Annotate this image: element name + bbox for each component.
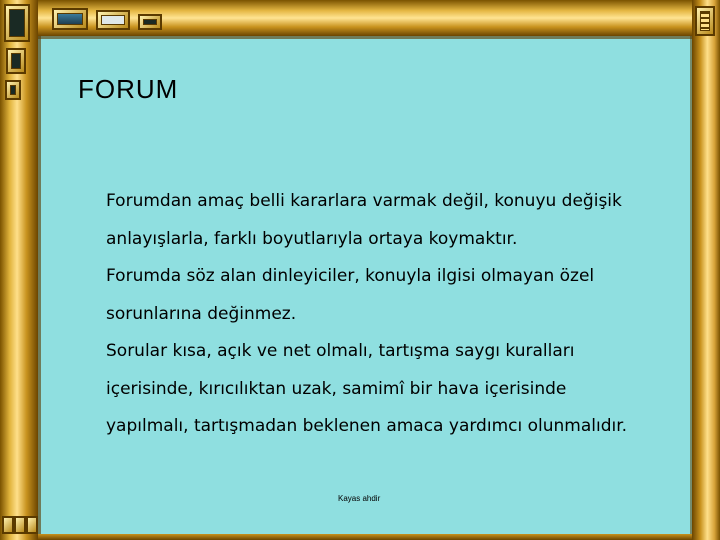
frame-tile-icon	[2, 516, 14, 534]
screen-tile-icon	[96, 10, 130, 30]
body-line: içerisinde, kırıcılıktan uzak, samimî bir hava içerisinde	[106, 378, 567, 399]
frame-tile-icon	[4, 4, 30, 42]
frame-inner-edge	[38, 36, 41, 534]
slide-body	[106, 186, 696, 449]
body-line: Sorular kısa, açık ve net olmalı, tartışma saygı kuralları	[106, 341, 575, 361]
window-tile-icon	[6, 48, 26, 74]
body-line: Forumda söz alan dinleyiciler, konuyla ilgisi olmayan özel	[106, 266, 595, 286]
window-tile-icon	[5, 80, 21, 100]
frame-tile-icon	[695, 6, 715, 36]
frame-tile-icon	[26, 516, 38, 534]
frame-tile-icon	[14, 516, 26, 534]
screen-tile-icon	[52, 8, 88, 30]
screen-tile-icon	[138, 14, 162, 30]
footer-text: Kayas ahdir	[338, 494, 381, 503]
gold-frame-bottom	[38, 534, 692, 540]
body-line: sorunlarına değinmez.	[106, 303, 297, 324]
body-line: yapılmalı, tartışmadan beklenen amaca yardımcı olunmalıdır.	[106, 416, 628, 436]
body-line: Forumdan amaç belli kararlara varmak değil, konuyu değişik	[106, 191, 622, 211]
gold-frame-right	[692, 0, 720, 540]
body-line: anlayışlarla, farklı boyutlarıyla ortaya koymaktır.	[106, 228, 518, 249]
frame-inner-edge	[38, 36, 692, 39]
slide-title: FORUM	[78, 74, 179, 104]
